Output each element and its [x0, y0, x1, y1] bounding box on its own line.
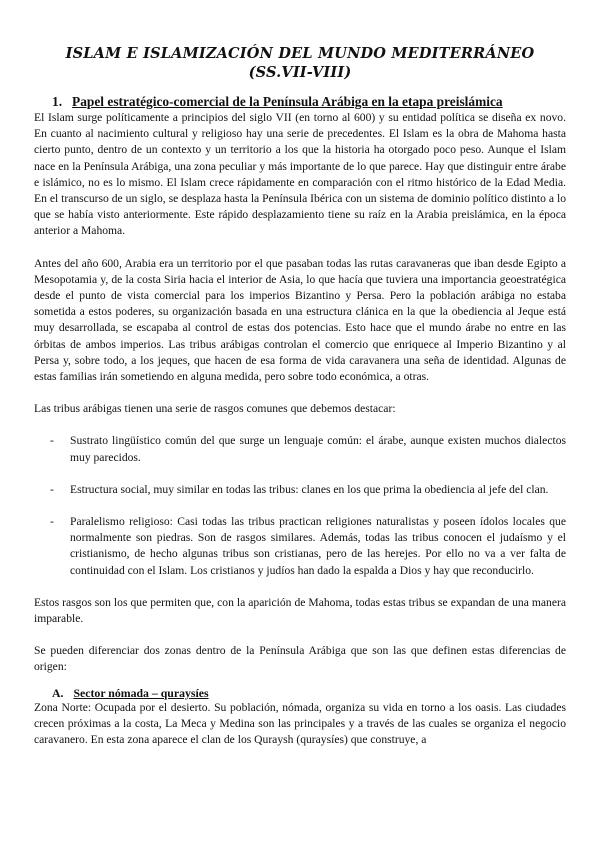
- list-item: [34, 482, 566, 498]
- subsection-a-heading-text: Sector nómada – quraysíes: [73, 685, 209, 700]
- subsection-a-letter: A.: [52, 685, 64, 700]
- section-1-heading-text: Papel estratégico-comercial de la Península Arábiga en la etapa preislámica: [72, 94, 503, 109]
- rasgos-list: [34, 433, 566, 578]
- title-line-2: (SS.VII-VIII): [248, 64, 352, 81]
- list-item: [34, 514, 566, 579]
- title-line-1: ISLAM E ISLAMIZACIÓN DEL MUNDO MEDITERRÁNEO: [65, 45, 535, 62]
- document-title: [34, 44, 566, 82]
- paragraph-2: Antes del año 600, Arabia era un territorio por el que pasaban todas las rutas caravaneras que iban desde Egipto a Mesopotamia y, de la costa Siria hacia el interior de Asia, lo que hacía que tuviera una importancia geoestratégica desde el punto de vista comercial para los imperios Bizantino y Persa. Pero la población arábiga no estaba sometida a estos poderes, su organización basada en una estructura clánica en la que la obediencia al Jeque está muy desarrollada, se escapaba al control de estas dos potencias. Esto hace que el mundo árabe no entre en las órbitas de ambos imperios. Las tribus arábigas controlan el comercio que enriquece al Imperio Bizantino y al Persa y, sobre todo, a los jeques, que hacen de esa forma de vida caravanera una seña de identidad. Algunas de estas familias irán sometiendo en alguna medida, pero sobre todo económica, a otras.: [34, 256, 566, 384]
- paragraph-zona-norte: Zona Norte: Ocupada por el desierto. Su población, nómada, organiza su vida en torno a los oasis. Las ciudades crecen próximas a la costa, La Meca y Medina son las principales y a través de las cuales se organiza el negocio caravanero. En esta zona aparece el clan de los Quraysh (quraysíes) que construye, a: [34, 700, 566, 747]
- bullet-dash: -: [50, 515, 54, 529]
- paragraph-5: Se pueden diferenciar dos zonas dentro de la Península Arábiga que son las que definen estas diferencias de origen:: [34, 644, 566, 674]
- paragraph-3: Las tribus arábigas tienen una serie de rasgos comunes que debemos destacar:: [34, 402, 396, 416]
- bullet-dash: -: [50, 434, 54, 448]
- paragraph-4: Estos rasgos son los que permiten que, con la aparición de Mahoma, todas estas tribus se expandan de una manera imparable.: [34, 595, 566, 626]
- section-1-number: 1.: [52, 94, 63, 109]
- bullet-text: Estructura social, muy similar en todas las tribus: clanes en los que prima la obediencia al jefe del clan.: [70, 482, 549, 496]
- subsection-a-heading: [52, 686, 566, 700]
- list-item: [34, 433, 566, 465]
- paragraph-1: El Islam surge políticamente a principios del siglo VII (en torno al 600) y su entidad política se diseña ex novo. En cuanto al nacimiento cultural y religioso hay una serie de precedentes. El Islam es la obra de Mahoma hasta cierto punto, dentro de un contexto y un territorio a los que la historia ha otorgado poco peso. Aunque el Islam nace en la Península Arábiga, una zona peculiar y más importante de lo que parece. Hay que distinguir entre árabe e islámico, no es lo mismo. El Islam crece rápidamente en comparación con el ritmo histórico de la Edad Media. En el transcurso de un siglo, se desplaza hasta la Península Ibérica con un sistema de dominio político distinto a lo que se había visto anteriormente. Este rápido desplazamiento tiene su raíz en la Arabia preislámica, en la época anterior a Mahoma.: [34, 111, 566, 238]
- bullet-text: Sustrato lingüístico común del que surge un lenguaje común: el árabe, aunque existen muchos dialectos muy parecidos.: [70, 434, 566, 464]
- bullet-dash: -: [50, 482, 54, 496]
- section-1-heading: [52, 94, 566, 110]
- bullet-text: Paralelismo religioso: Casi todas las tribus practican religiones naturalistas y poseen ídolos locales que normalmente son piedras. Son de rasgos similares. Además, todas las tribus conocen el judaísmo y el cristianismo, de hecho algunas tribus son cristianas, pero de las herejes. Por ello no va a ver falta de continuidad con el Islam. Los cristianos y judíos han dado la espalda a Dios y hay que reconducirlo.: [70, 515, 566, 577]
